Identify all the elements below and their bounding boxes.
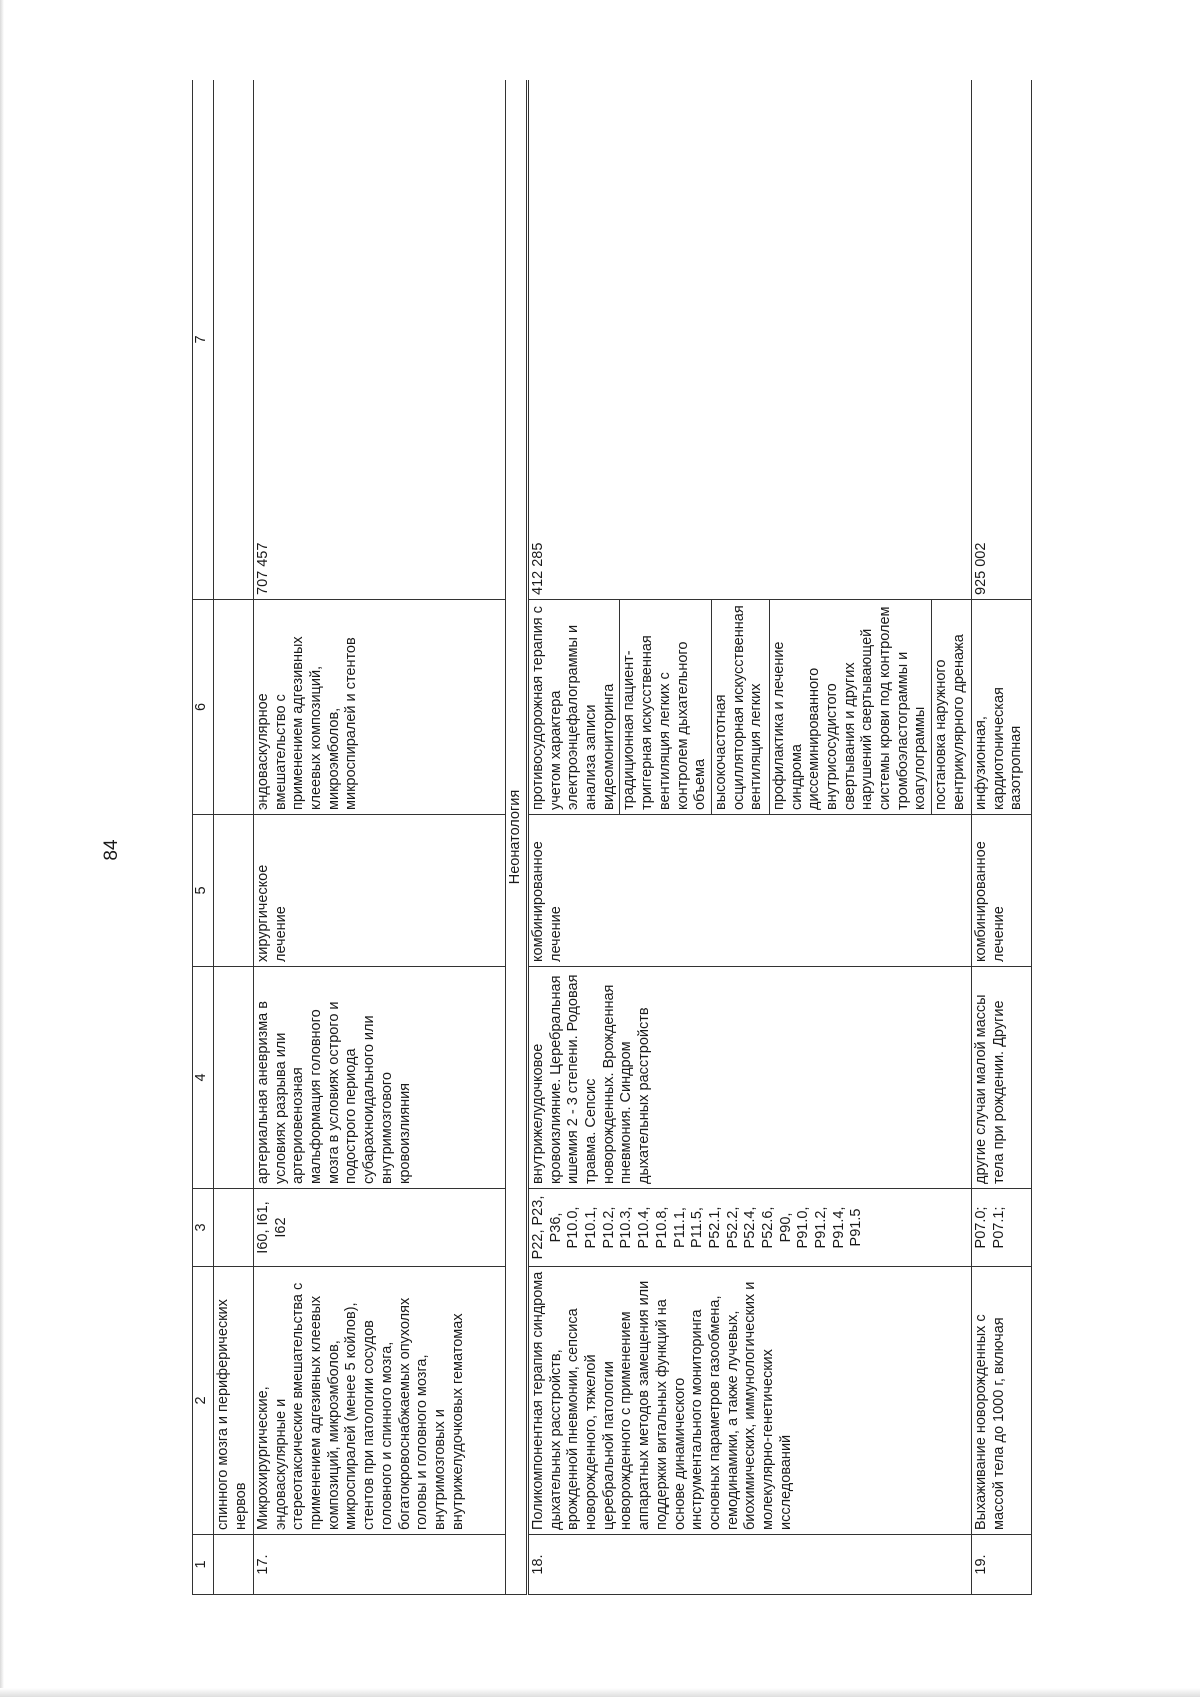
row17-name: Микрохирургические, эндоваскулярные и стереотаксические вмешательства с применением адгезивных клеевых композиций, микроэмболов, микроспиралей (менее 5 койлов), стентов при патологии сосудов головного и спинного мозга, богатокровоснабжаемых опухолях головы и головного мозга, внутримозговых и внутрижелудочковых гематомах xyxy=(254,1267,506,1535)
row18-method-1: противосудорожная терапия с учетом характера электроэнцефалограммы и анализа записи видеомониторинга xyxy=(528,600,620,815)
col-header-4: 4 xyxy=(193,967,214,1189)
row18-treatment-type: комбинированное лечение xyxy=(528,815,972,967)
continuation-diagnosis xyxy=(214,967,254,1189)
row19-number: 19. xyxy=(972,1535,1032,1595)
scan-edge-left xyxy=(0,0,4,1697)
row17-diagnosis: артериальная аневризма в условиях разрыва или артериовенозная мальформация головного мозга в условиях острого и подострого периода субарахноидального или внутримозгового кровоизлияния xyxy=(254,967,506,1189)
continuation-row xyxy=(214,80,254,1595)
continuation-cost xyxy=(214,80,254,600)
row19-treatment-type: комбинированное лечение xyxy=(972,815,1032,967)
row19-cost: 925 002 xyxy=(972,80,1032,600)
row18-codes: P22, P23, P36, P10.0, P10.1, P10.2, P10.3, P10.4, P10.8, P11.1, P11.5, P52.1, P52.2, P52.4, P52.6, P90, P91.0, P91.2, P91.4, P91.5 xyxy=(528,1189,972,1267)
row17-codes: I60, I61, I62 xyxy=(254,1189,506,1267)
row19-method: инфузионная, кардиотоническая вазотропная xyxy=(972,600,1032,815)
table-frame xyxy=(192,80,1200,1595)
medical-care-table xyxy=(192,80,1032,1595)
scan-edge-bottom xyxy=(0,1688,1200,1697)
row18-cost: 412 285 xyxy=(528,80,972,600)
continuation-name: спинного мозга и периферических нервов xyxy=(214,1267,254,1535)
row19-diagnosis: другие случаи малой массы тела при рождении. Другие xyxy=(972,967,1032,1189)
continuation-codes xyxy=(214,1189,254,1267)
row18-method-3: высокочастотная осцилляторная искусственная вентиляция легких xyxy=(711,600,769,815)
continuation-num xyxy=(214,1535,254,1595)
rotated-table-container xyxy=(192,80,1200,1595)
col-header-3: 3 xyxy=(193,1189,214,1267)
page-number: 84 xyxy=(101,839,122,861)
row17-treatment-type: хирургическое лечение xyxy=(254,815,506,967)
row18-diagnosis: внутрижелудочковое кровоизлияние. Церебральная ишемия 2 - 3 степени. Родовая травма. Сепсис новорожденных. Врожденная пневмония. Синдром дыхательных расстройств xyxy=(528,967,972,1189)
row19-codes: P07.0; P07.1; xyxy=(972,1189,1032,1267)
row18-method-2: традиционная пациент-триггерная искусственная вентиляция легких с контролем дыхательного объема xyxy=(620,600,711,815)
row19-name: Выхаживание новорожденных с массой тела до 1000 г, включая xyxy=(972,1267,1032,1535)
continuation-method xyxy=(214,600,254,815)
row17-number: 17. xyxy=(254,1535,506,1595)
column-number-row xyxy=(193,80,214,1595)
table-row-19 xyxy=(972,80,1032,1595)
row18-name: Поликомпонентная терапия синдрома дыхательных расстройств, врожденной пневмонии, сепсиса новорожденного, тяжелой церебральной патологии новорожденного с применением аппаратных методов замещения или поддержки витальных функций на основе динамического инструментального мониторинга основных параметров газообмена, гемодинамики, а также лучевых, биохимических, иммунологических и молекулярно-генетических исследований xyxy=(528,1267,972,1535)
row17-method: эндоваскулярное вмешательство с применением адгезивных клеевых композиций, микроэмболов, микроспиралей и стентов xyxy=(254,600,506,815)
col-header-7: 7 xyxy=(193,80,214,600)
col-header-2: 2 xyxy=(193,1267,214,1535)
row17-cost: 707 457 xyxy=(254,80,506,600)
row18-method-4: профилактика и лечение синдрома диссеминированного внутрисосудистого свертывания и других нарушений свертывающей системы крови под контролем тромбоэластограммы и коагулограммы xyxy=(769,600,931,815)
continuation-treatment xyxy=(214,815,254,967)
row18-method-5: постановка наружного вентрикулярного дренажа xyxy=(932,600,972,815)
table-row-17 xyxy=(254,80,506,1595)
col-header-1: 1 xyxy=(193,1535,214,1595)
table-row-18 xyxy=(528,80,620,1595)
col-header-5: 5 xyxy=(193,815,214,967)
row18-number: 18. xyxy=(528,1535,972,1595)
section-title: Неонатология xyxy=(506,80,528,1595)
section-row-neonatology xyxy=(506,80,528,1595)
col-header-6: 6 xyxy=(193,600,214,815)
